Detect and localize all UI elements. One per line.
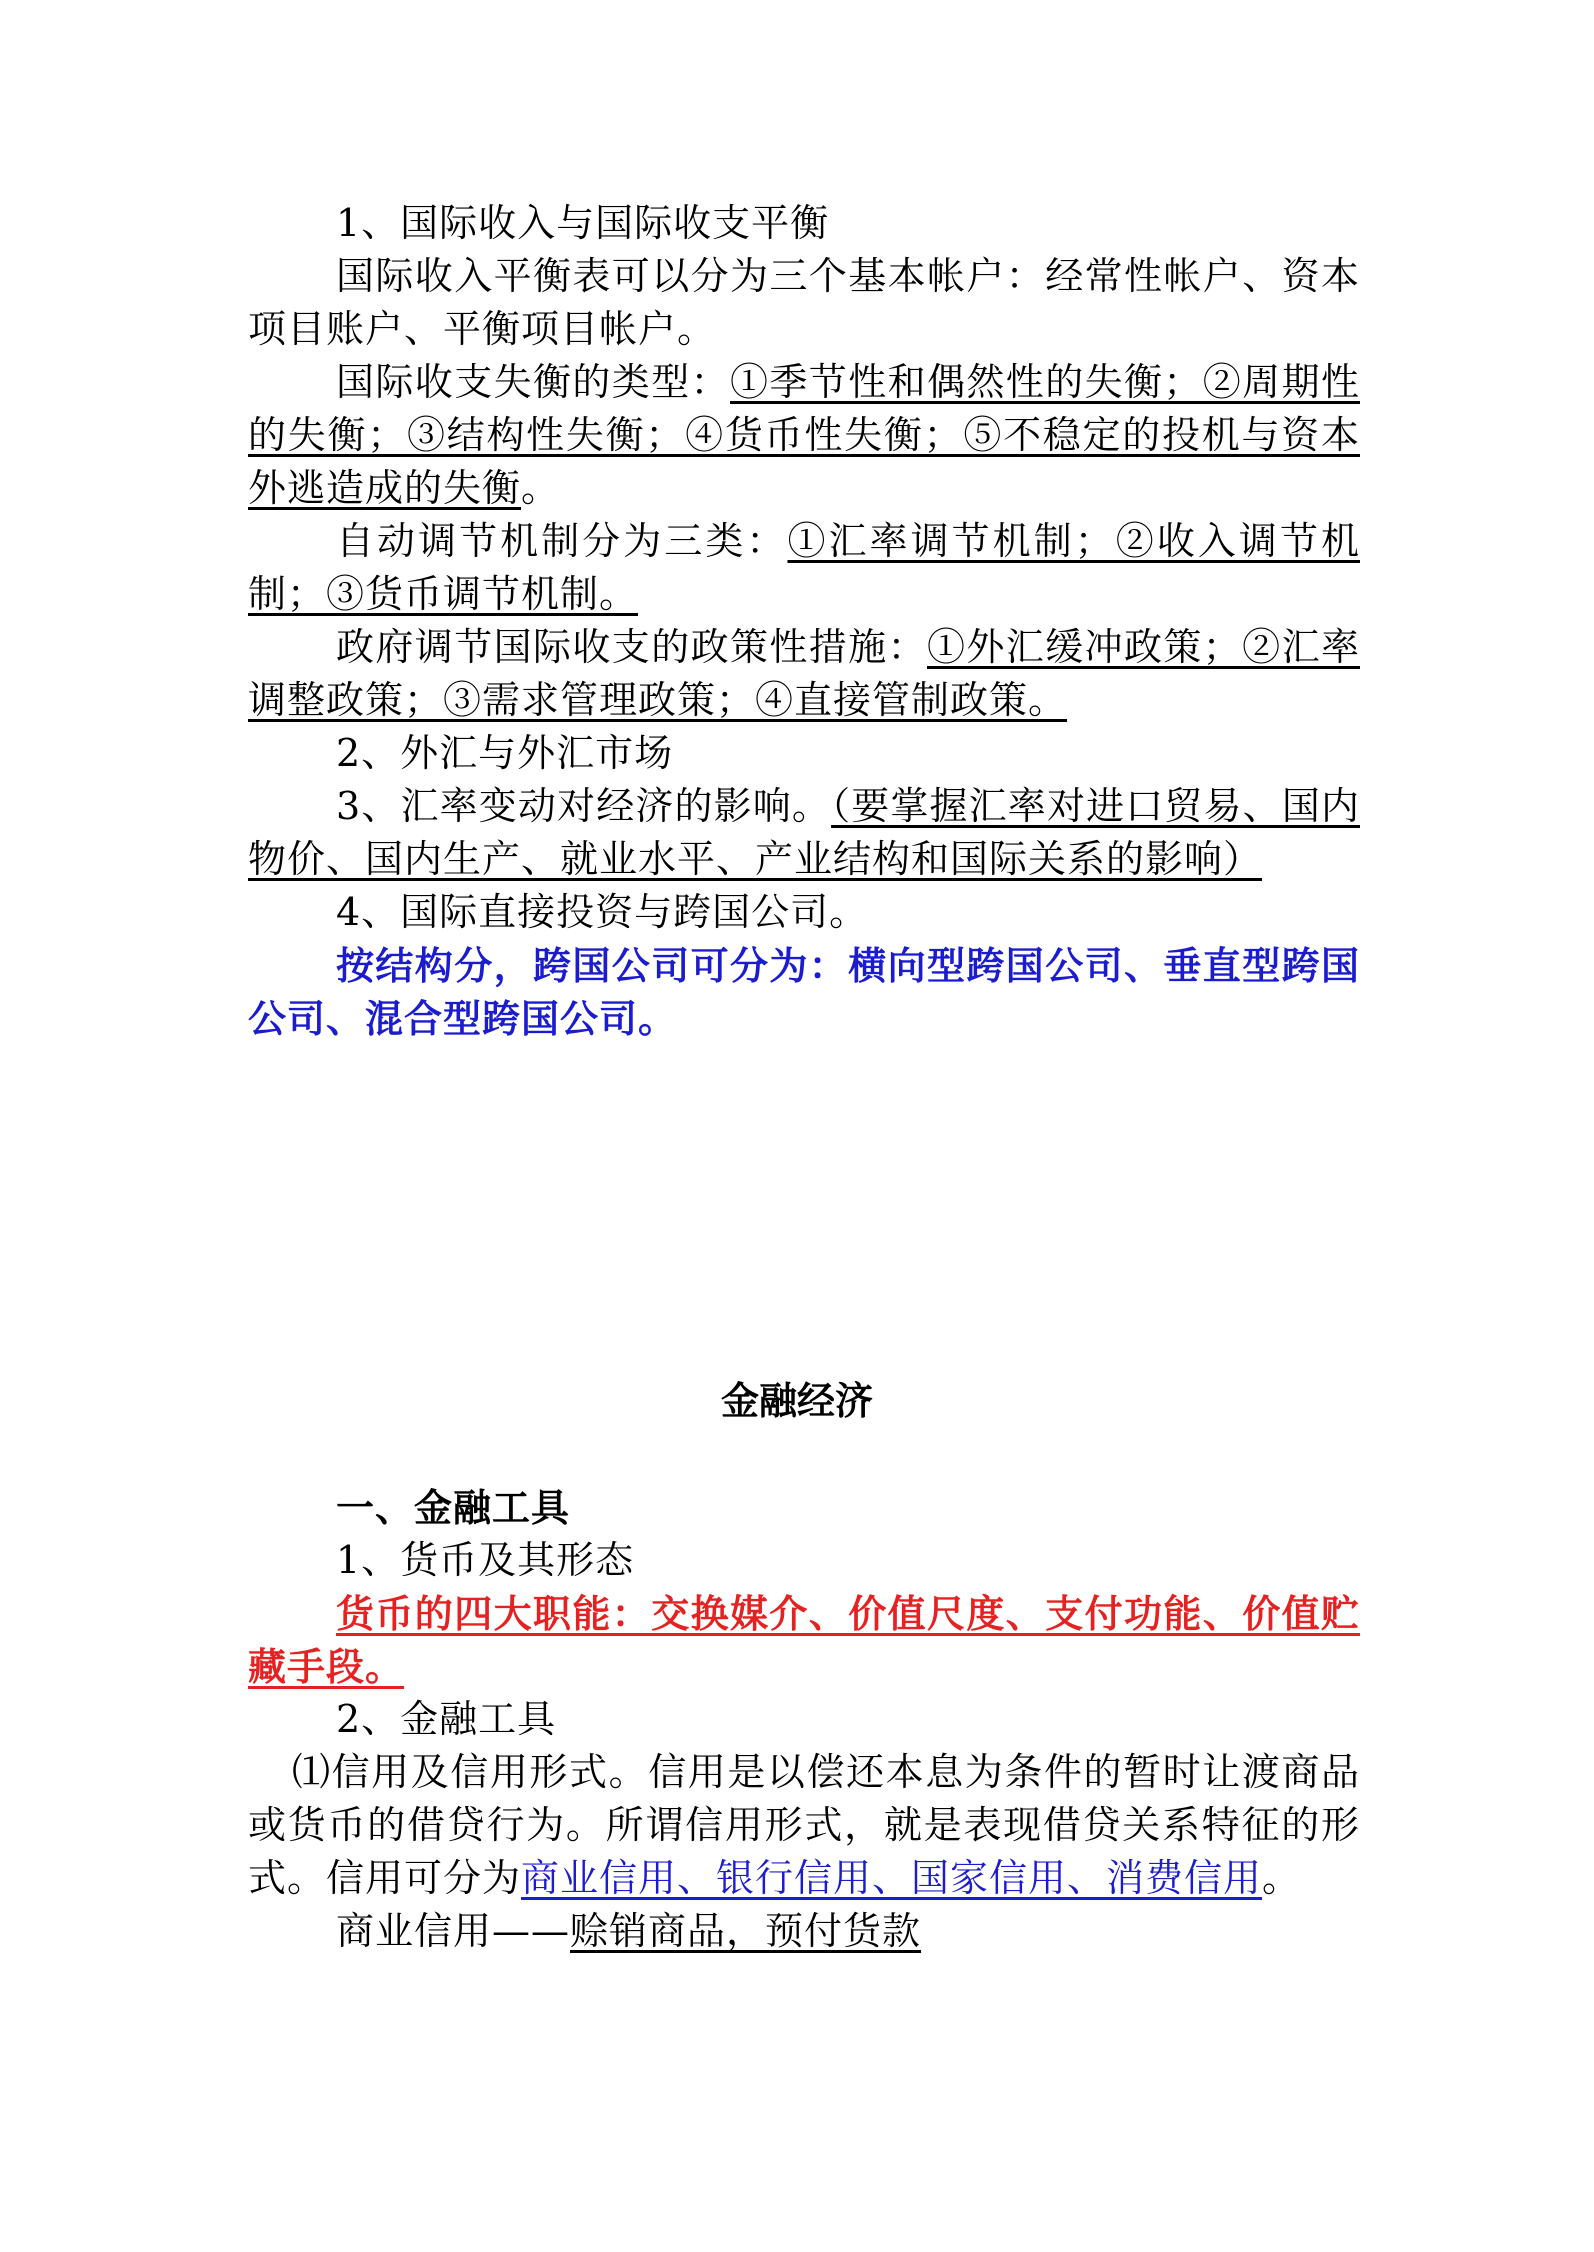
paragraph-imbalance-types [248, 356, 1360, 515]
heading-financial-tools: 2、金融工具 [336, 1697, 557, 1741]
exchange-rate-note: （要掌握汇率对进口贸易、国内物价、国内生产、就业水平、产业结构和国际关系的影响） [248, 784, 1360, 881]
imbalance-end: 。 [521, 466, 561, 510]
heading-money-forms: 1、货币及其形态 [336, 1538, 635, 1582]
heading-fdi-multinationals: 4、国际直接投资与跨国公司。 [336, 890, 869, 934]
commercial-credit-desc: 赊销商品，预付货款 [570, 1909, 922, 1953]
paragraph-money-functions: 货币的四大职能：交换媒介、价值尺度、支付功能、价值贮藏手段。 [248, 1591, 1360, 1689]
section-international-balance [248, 197, 1360, 1045]
exchange-rate-label: 3、汇率变动对经济的影响。 [336, 784, 832, 828]
paragraph-accounts: 国际收入平衡表可以分为三个基本帐户：经常性帐户、资本项目账户、平衡项目帐户。 [248, 254, 1360, 351]
paragraph-multinational-types: 按结构分，跨国公司可分为：横向型跨国公司、垂直型跨国公司、混合型跨国公司。 [248, 943, 1360, 1041]
auto-adjustment-list: ①汇率调节机制；②收入调节机制；③货币调节机制。 [248, 519, 1360, 616]
credit-end: 。 [1262, 1856, 1302, 1900]
paragraph-auto-adjustment [248, 515, 1360, 621]
heading-financial-instruments: 一、金融工具 [336, 1485, 571, 1530]
heading-forex-market: 2、外汇与外汇市场 [336, 731, 674, 775]
paragraph-policy-measures [248, 621, 1360, 727]
credit-types-link[interactable]: 商业信用、银行信用、国家信用、消费信用 [521, 1856, 1263, 1900]
section-financial-instruments [248, 1481, 1360, 1958]
paragraph-commercial-credit [248, 1905, 1360, 1958]
paragraph-credit-forms [248, 1746, 1360, 1905]
imbalance-list: ①季节性和偶然性的失衡；②周期性的失衡；③结构性失衡；④货币性失衡；⑤不稳定的投机与资本外逃造成的失衡 [248, 360, 1360, 510]
heading-balance-of-payments: 1、国际收入与国际收支平衡 [336, 201, 830, 245]
commercial-credit-label: 商业信用—— [336, 1909, 571, 1953]
auto-adjustment-label: 自动调节机制分为三类： [336, 519, 788, 563]
page-title: 金融经济 [720, 1379, 873, 1423]
paragraph-exchange-rate-impact [248, 780, 1360, 886]
credit-definition: ⑴信用及信用形式。信用是以偿还本息为条件的暂时让渡商品或货币的借贷行为。所谓信用形式，就是表现借贷关系特征的形式。信用可分为 [248, 1750, 1360, 1900]
imbalance-label: 国际收支失衡的类型： [336, 360, 730, 404]
policy-label: 政府调节国际收支的政策性措施： [336, 625, 927, 669]
policy-list: ①外汇缓冲政策；②汇率调整政策；③需求管理政策；④直接管制政策。 [248, 625, 1360, 722]
